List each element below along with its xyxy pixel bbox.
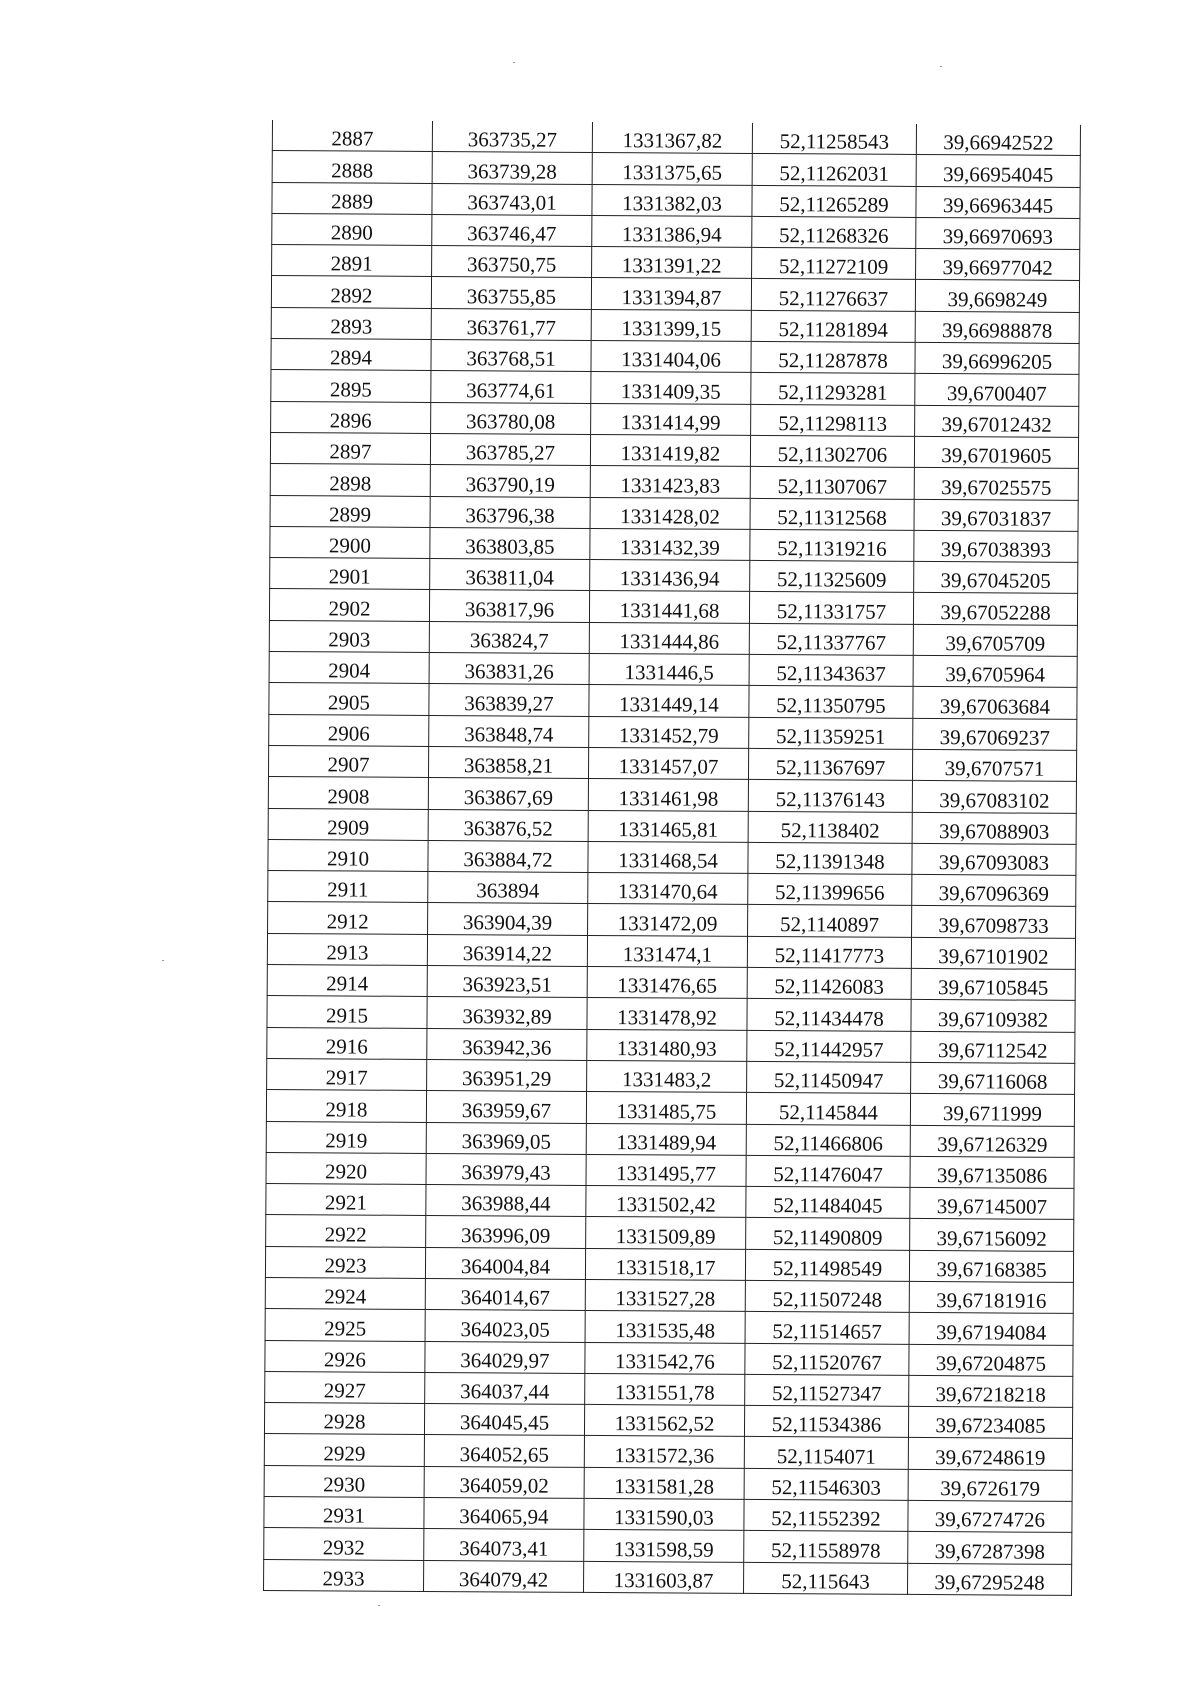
x-coordinate-cell: 363858,21 bbox=[428, 746, 588, 778]
longitude-cell: 39,67194084 bbox=[909, 1313, 1073, 1345]
y-coordinate-cell: 1331562,52 bbox=[584, 1405, 744, 1437]
latitude-cell: 52,11343637 bbox=[749, 654, 913, 686]
longitude-cell: 39,66988878 bbox=[915, 311, 1079, 343]
latitude-cell: 52,11399656 bbox=[748, 874, 912, 906]
x-coordinate-cell: 363904,39 bbox=[428, 903, 588, 935]
x-coordinate-cell: 364045,45 bbox=[424, 1404, 584, 1436]
table-row bbox=[265, 1340, 1073, 1376]
point-number-cell: 2896 bbox=[271, 401, 431, 433]
table-row bbox=[268, 808, 1076, 844]
latitude-cell: 52,11527347 bbox=[745, 1374, 909, 1406]
point-number-cell: 2923 bbox=[265, 1246, 425, 1278]
longitude-cell: 39,67204875 bbox=[909, 1344, 1073, 1376]
y-coordinate-cell: 1331457,07 bbox=[588, 747, 748, 779]
y-coordinate-cell: 1331542,76 bbox=[585, 1342, 745, 1374]
longitude-cell: 39,67287398 bbox=[908, 1532, 1072, 1564]
point-number-cell: 2916 bbox=[267, 1027, 427, 1059]
point-number-cell: 2894 bbox=[271, 339, 431, 371]
latitude-cell: 52,11490809 bbox=[746, 1218, 910, 1250]
table-row bbox=[265, 1371, 1073, 1407]
latitude-cell: 52,11484045 bbox=[746, 1187, 910, 1219]
latitude-cell: 52,11319216 bbox=[750, 529, 914, 561]
table-row bbox=[268, 777, 1076, 813]
point-number-cell: 2913 bbox=[267, 933, 427, 965]
point-number-cell: 2929 bbox=[264, 1434, 424, 1466]
point-number-cell: 2889 bbox=[272, 182, 432, 214]
longitude-cell: 39,66970693 bbox=[916, 217, 1080, 249]
table-row bbox=[271, 276, 1079, 312]
latitude-cell: 52,11552392 bbox=[744, 1499, 908, 1531]
y-coordinate-cell: 1331485,75 bbox=[586, 1092, 746, 1124]
table-row bbox=[272, 245, 1080, 281]
y-coordinate-cell: 1331465,81 bbox=[588, 810, 748, 842]
longitude-cell: 39,67274726 bbox=[908, 1500, 1072, 1532]
point-number-cell: 2910 bbox=[268, 839, 428, 871]
latitude-cell: 52,11376143 bbox=[748, 780, 912, 812]
point-number-cell: 2908 bbox=[268, 777, 428, 809]
point-number-cell: 2895 bbox=[271, 370, 431, 402]
longitude-cell: 39,66942522 bbox=[916, 124, 1080, 156]
y-coordinate-cell: 1331404,06 bbox=[591, 341, 751, 373]
x-coordinate-cell: 363979,43 bbox=[426, 1153, 586, 1185]
point-number-cell: 2915 bbox=[267, 996, 427, 1028]
longitude-cell: 39,6705964 bbox=[913, 655, 1077, 687]
x-coordinate-cell: 363768,51 bbox=[431, 340, 591, 372]
point-number-cell: 2903 bbox=[269, 620, 429, 652]
latitude-cell: 52,11520767 bbox=[745, 1343, 909, 1375]
x-coordinate-cell: 363914,22 bbox=[427, 934, 587, 966]
point-number-cell: 2906 bbox=[269, 714, 429, 746]
table-row bbox=[267, 933, 1075, 969]
latitude-cell: 52,11268326 bbox=[752, 216, 916, 248]
table-row bbox=[268, 839, 1076, 875]
table-row bbox=[271, 401, 1079, 437]
table-row bbox=[265, 1277, 1073, 1313]
latitude-cell: 52,11546303 bbox=[744, 1468, 908, 1500]
x-coordinate-cell: 363942,36 bbox=[427, 1028, 587, 1060]
y-coordinate-cell: 1331590,03 bbox=[584, 1498, 744, 1530]
x-coordinate-cell: 364004,84 bbox=[425, 1247, 585, 1279]
point-number-cell: 2893 bbox=[271, 307, 431, 339]
point-number-cell: 2890 bbox=[272, 213, 432, 245]
x-coordinate-cell: 363932,89 bbox=[427, 997, 587, 1029]
point-number-cell: 2901 bbox=[270, 558, 430, 590]
point-number-cell: 2924 bbox=[265, 1277, 425, 1309]
point-number-cell: 2925 bbox=[265, 1309, 425, 1341]
x-coordinate-cell: 364079,42 bbox=[424, 1560, 584, 1592]
table-row bbox=[272, 151, 1080, 187]
table-row bbox=[272, 120, 1080, 156]
point-number-cell: 2917 bbox=[267, 1058, 427, 1090]
longitude-cell: 39,67031837 bbox=[914, 499, 1078, 531]
scan-speck bbox=[513, 62, 515, 63]
x-coordinate-cell: 364029,97 bbox=[425, 1341, 585, 1373]
x-coordinate-cell: 363780,08 bbox=[431, 402, 591, 434]
table-row bbox=[269, 589, 1077, 625]
y-coordinate-cell: 1331432,39 bbox=[590, 528, 750, 560]
y-coordinate-cell: 1331444,86 bbox=[589, 622, 749, 654]
y-coordinate-cell: 1331423,83 bbox=[590, 466, 750, 498]
table-row bbox=[269, 620, 1077, 656]
latitude-cell: 52,11262031 bbox=[752, 154, 916, 186]
table-row bbox=[267, 965, 1075, 1001]
latitude-cell: 52,11265289 bbox=[752, 185, 916, 217]
latitude-cell: 52,11337767 bbox=[749, 623, 913, 655]
scan-speck bbox=[940, 66, 942, 67]
y-coordinate-cell: 1331470,64 bbox=[588, 873, 748, 905]
latitude-cell: 52,11417773 bbox=[747, 936, 911, 968]
latitude-cell: 52,1145844 bbox=[746, 1093, 910, 1125]
table-row bbox=[266, 1090, 1074, 1126]
x-coordinate-cell: 363831,26 bbox=[429, 653, 589, 685]
longitude-cell: 39,67083102 bbox=[912, 781, 1076, 813]
latitude-cell: 52,11350795 bbox=[749, 686, 913, 718]
y-coordinate-cell: 1331509,89 bbox=[586, 1217, 746, 1249]
x-coordinate-cell: 363817,96 bbox=[429, 590, 589, 622]
latitude-cell: 52,11287878 bbox=[751, 342, 915, 374]
latitude-cell: 52,11302706 bbox=[750, 435, 914, 467]
longitude-cell: 39,66954045 bbox=[916, 155, 1080, 187]
point-number-cell: 2912 bbox=[268, 902, 428, 934]
point-number-cell: 2918 bbox=[266, 1090, 426, 1122]
y-coordinate-cell: 1331535,48 bbox=[585, 1311, 745, 1343]
point-number-cell: 2922 bbox=[266, 1215, 426, 1247]
latitude-cell: 52,11281894 bbox=[751, 310, 915, 342]
point-number-cell: 2933 bbox=[264, 1559, 424, 1591]
latitude-cell: 52,11325609 bbox=[750, 561, 914, 593]
table-row bbox=[271, 370, 1079, 406]
x-coordinate-cell: 363988,44 bbox=[426, 1185, 586, 1217]
table-row bbox=[266, 1121, 1074, 1157]
y-coordinate-cell: 1331367,82 bbox=[592, 122, 752, 154]
table-row bbox=[267, 996, 1075, 1032]
table-row bbox=[269, 683, 1077, 719]
x-coordinate-cell: 363969,05 bbox=[426, 1122, 586, 1154]
longitude-cell: 39,67218218 bbox=[909, 1375, 1073, 1407]
x-coordinate-cell: 363746,47 bbox=[432, 214, 592, 246]
table-row bbox=[269, 714, 1077, 750]
latitude-cell: 52,11476047 bbox=[746, 1155, 910, 1187]
table-row bbox=[270, 526, 1078, 562]
x-coordinate-cell: 364059,02 bbox=[424, 1466, 584, 1498]
latitude-cell: 52,11450947 bbox=[747, 1061, 911, 1093]
latitude-cell: 52,11312568 bbox=[750, 498, 914, 530]
y-coordinate-cell: 1331391,22 bbox=[592, 247, 752, 279]
point-number-cell: 2887 bbox=[272, 120, 432, 152]
y-coordinate-cell: 1331375,65 bbox=[592, 153, 752, 185]
longitude-cell: 39,67168385 bbox=[909, 1250, 1073, 1282]
latitude-cell: 52,11558978 bbox=[744, 1531, 908, 1563]
table-row bbox=[270, 495, 1078, 531]
latitude-cell: 52,11507248 bbox=[745, 1280, 909, 1312]
longitude-cell: 39,67116068 bbox=[911, 1062, 1075, 1094]
x-coordinate-cell: 363876,52 bbox=[428, 809, 588, 841]
table-row bbox=[271, 307, 1079, 343]
x-coordinate-cell: 363750,75 bbox=[432, 246, 592, 278]
longitude-cell: 39,67093083 bbox=[912, 843, 1076, 875]
point-number-cell: 2899 bbox=[270, 495, 430, 527]
point-number-cell: 2930 bbox=[264, 1465, 424, 1497]
longitude-cell: 39,67069237 bbox=[913, 718, 1077, 750]
y-coordinate-cell: 1331452,79 bbox=[589, 716, 749, 748]
x-coordinate-cell: 363923,51 bbox=[427, 965, 587, 997]
table-row bbox=[269, 652, 1077, 688]
y-coordinate-cell: 1331382,03 bbox=[592, 184, 752, 216]
table-row bbox=[264, 1528, 1072, 1564]
y-coordinate-cell: 1331527,28 bbox=[585, 1279, 745, 1311]
table-row bbox=[268, 902, 1076, 938]
table-row bbox=[270, 558, 1078, 594]
y-coordinate-cell: 1331386,94 bbox=[592, 215, 752, 247]
x-coordinate-cell: 363867,69 bbox=[428, 778, 588, 810]
y-coordinate-cell: 1331446,5 bbox=[589, 653, 749, 685]
latitude-cell: 52,11258543 bbox=[752, 123, 916, 155]
point-number-cell: 2891 bbox=[272, 245, 432, 277]
latitude-cell: 52,1140897 bbox=[748, 905, 912, 937]
latitude-cell: 52,115643 bbox=[744, 1562, 908, 1594]
y-coordinate-cell: 1331461,98 bbox=[588, 779, 748, 811]
longitude-cell: 39,66963445 bbox=[916, 186, 1080, 218]
longitude-cell: 39,67135086 bbox=[910, 1156, 1074, 1188]
y-coordinate-cell: 1331428,02 bbox=[590, 497, 750, 529]
point-number-cell: 2926 bbox=[265, 1340, 425, 1372]
table-row bbox=[272, 213, 1080, 249]
longitude-cell: 39,67248619 bbox=[908, 1438, 1072, 1470]
point-number-cell: 2932 bbox=[264, 1528, 424, 1560]
point-number-cell: 2914 bbox=[267, 965, 427, 997]
y-coordinate-cell: 1331603,87 bbox=[584, 1561, 744, 1593]
y-coordinate-cell: 1331414,99 bbox=[591, 403, 751, 435]
x-coordinate-cell: 364065,94 bbox=[424, 1498, 584, 1530]
point-number-cell: 2919 bbox=[266, 1121, 426, 1153]
latitude-cell: 52,11272109 bbox=[752, 248, 916, 280]
longitude-cell: 39,67105845 bbox=[911, 968, 1075, 1000]
x-coordinate-cell: 363761,77 bbox=[431, 308, 591, 340]
point-number-cell: 2907 bbox=[268, 745, 428, 777]
longitude-cell: 39,66996205 bbox=[915, 343, 1079, 375]
x-coordinate-cell: 363735,27 bbox=[432, 121, 592, 153]
table-row bbox=[272, 182, 1080, 218]
point-number-cell: 2888 bbox=[272, 151, 432, 183]
longitude-cell: 39,67052288 bbox=[913, 593, 1077, 625]
latitude-cell: 52,11426083 bbox=[747, 967, 911, 999]
y-coordinate-cell: 1331409,35 bbox=[591, 372, 751, 404]
longitude-cell: 39,6698249 bbox=[915, 280, 1079, 312]
y-coordinate-cell: 1331489,94 bbox=[586, 1123, 746, 1155]
latitude-cell: 52,1138402 bbox=[748, 811, 912, 843]
x-coordinate-cell: 363743,01 bbox=[432, 183, 592, 215]
table-row bbox=[266, 1184, 1074, 1220]
longitude-cell: 39,6700407 bbox=[915, 374, 1079, 406]
y-coordinate-cell: 1331483,2 bbox=[587, 1060, 747, 1092]
latitude-cell: 52,11293281 bbox=[751, 373, 915, 405]
latitude-cell: 52,11307067 bbox=[750, 467, 914, 499]
x-coordinate-cell: 363755,85 bbox=[431, 277, 591, 309]
x-coordinate-cell: 363803,85 bbox=[430, 527, 590, 559]
longitude-cell: 39,67126329 bbox=[910, 1125, 1074, 1157]
point-number-cell: 2905 bbox=[269, 683, 429, 715]
y-coordinate-cell: 1331441,68 bbox=[589, 591, 749, 623]
y-coordinate-cell: 1331399,15 bbox=[591, 309, 751, 341]
x-coordinate-cell: 363774,61 bbox=[431, 371, 591, 403]
y-coordinate-cell: 1331394,87 bbox=[591, 278, 751, 310]
longitude-cell: 39,67156092 bbox=[910, 1219, 1074, 1251]
longitude-cell: 39,67234085 bbox=[908, 1407, 1072, 1439]
y-coordinate-cell: 1331472,09 bbox=[588, 904, 748, 936]
longitude-cell: 39,67063684 bbox=[913, 687, 1077, 719]
y-coordinate-cell: 1331581,28 bbox=[584, 1467, 744, 1499]
x-coordinate-cell: 363811,04 bbox=[430, 559, 590, 591]
latitude-cell: 52,11514657 bbox=[745, 1312, 909, 1344]
table-row bbox=[267, 1027, 1075, 1063]
y-coordinate-cell: 1331478,92 bbox=[587, 998, 747, 1030]
point-number-cell: 2898 bbox=[270, 464, 430, 496]
x-coordinate-cell: 363951,29 bbox=[427, 1059, 587, 1091]
latitude-cell: 52,11391348 bbox=[748, 842, 912, 874]
longitude-cell: 39,67019605 bbox=[914, 436, 1078, 468]
table-row bbox=[264, 1403, 1072, 1439]
latitude-cell: 52,11359251 bbox=[749, 717, 913, 749]
scan-speck bbox=[162, 960, 164, 961]
longitude-cell: 39,67145007 bbox=[910, 1188, 1074, 1220]
x-coordinate-cell: 364023,05 bbox=[425, 1310, 585, 1342]
y-coordinate-cell: 1331572,36 bbox=[584, 1436, 744, 1468]
y-coordinate-cell: 1331468,54 bbox=[588, 841, 748, 873]
point-number-cell: 2904 bbox=[269, 652, 429, 684]
y-coordinate-cell: 1331449,14 bbox=[589, 685, 749, 717]
longitude-cell: 39,67101902 bbox=[911, 937, 1075, 969]
longitude-cell: 39,67038393 bbox=[914, 530, 1078, 562]
longitude-cell: 39,67181916 bbox=[909, 1281, 1073, 1313]
scan-speck bbox=[378, 1605, 380, 1606]
table-row bbox=[264, 1465, 1072, 1501]
latitude-cell: 52,1154071 bbox=[744, 1437, 908, 1469]
latitude-cell: 52,11331757 bbox=[749, 592, 913, 624]
x-coordinate-cell: 363796,38 bbox=[430, 496, 590, 528]
point-number-cell: 2921 bbox=[266, 1184, 426, 1216]
latitude-cell: 52,11298113 bbox=[751, 404, 915, 436]
longitude-cell: 39,67098733 bbox=[912, 906, 1076, 938]
y-coordinate-cell: 1331495,77 bbox=[586, 1154, 746, 1186]
table-row bbox=[264, 1559, 1072, 1595]
point-number-cell: 2902 bbox=[269, 589, 429, 621]
longitude-cell: 39,67012432 bbox=[915, 405, 1079, 437]
longitude-cell: 39,6707571 bbox=[912, 749, 1076, 781]
table-row bbox=[265, 1246, 1073, 1282]
x-coordinate-cell: 363894 bbox=[428, 872, 588, 904]
y-coordinate-cell: 1331436,94 bbox=[590, 560, 750, 592]
point-number-cell: 2920 bbox=[266, 1152, 426, 1184]
table-row bbox=[271, 339, 1079, 375]
point-number-cell: 2900 bbox=[270, 526, 430, 558]
latitude-cell: 52,11534386 bbox=[744, 1406, 908, 1438]
y-coordinate-cell: 1331551,78 bbox=[585, 1373, 745, 1405]
x-coordinate-cell: 363839,27 bbox=[429, 684, 589, 716]
x-coordinate-cell: 364037,44 bbox=[425, 1372, 585, 1404]
point-number-cell: 2928 bbox=[264, 1403, 424, 1435]
longitude-cell: 39,6711999 bbox=[910, 1094, 1074, 1126]
latitude-cell: 52,11434478 bbox=[747, 999, 911, 1031]
y-coordinate-cell: 1331419,82 bbox=[590, 434, 750, 466]
point-number-cell: 2911 bbox=[268, 871, 428, 903]
longitude-cell: 39,67088903 bbox=[912, 812, 1076, 844]
point-number-cell: 2927 bbox=[265, 1371, 425, 1403]
table-row bbox=[268, 745, 1076, 781]
point-number-cell: 2909 bbox=[268, 808, 428, 840]
y-coordinate-cell: 1331502,42 bbox=[586, 1186, 746, 1218]
x-coordinate-cell: 364014,67 bbox=[425, 1278, 585, 1310]
longitude-cell: 39,67096369 bbox=[912, 875, 1076, 907]
point-number-cell: 2892 bbox=[271, 276, 431, 308]
longitude-cell: 39,67112542 bbox=[911, 1031, 1075, 1063]
latitude-cell: 52,11367697 bbox=[748, 748, 912, 780]
x-coordinate-cell: 363884,72 bbox=[428, 840, 588, 872]
coordinates-table-body bbox=[264, 120, 1081, 1595]
table-row bbox=[264, 1434, 1072, 1470]
longitude-cell: 39,6705709 bbox=[913, 624, 1077, 656]
table-row bbox=[268, 871, 1076, 907]
point-number-cell: 2931 bbox=[264, 1497, 424, 1529]
x-coordinate-cell: 363785,27 bbox=[430, 433, 590, 465]
longitude-cell: 39,67045205 bbox=[914, 562, 1078, 594]
latitude-cell: 52,11276637 bbox=[751, 279, 915, 311]
x-coordinate-cell: 364052,65 bbox=[424, 1435, 584, 1467]
table-row bbox=[266, 1215, 1074, 1251]
latitude-cell: 52,11498549 bbox=[745, 1249, 909, 1281]
y-coordinate-cell: 1331480,93 bbox=[587, 1029, 747, 1061]
x-coordinate-cell: 363996,09 bbox=[426, 1216, 586, 1248]
x-coordinate-cell: 363739,28 bbox=[432, 152, 592, 184]
y-coordinate-cell: 1331518,17 bbox=[585, 1248, 745, 1280]
latitude-cell: 52,11466806 bbox=[746, 1124, 910, 1156]
point-number-cell: 2897 bbox=[270, 432, 430, 464]
x-coordinate-cell: 363959,67 bbox=[426, 1091, 586, 1123]
table-row bbox=[265, 1309, 1073, 1345]
y-coordinate-cell: 1331474,1 bbox=[587, 935, 747, 967]
y-coordinate-cell: 1331598,59 bbox=[584, 1530, 744, 1562]
table-row bbox=[266, 1152, 1074, 1188]
coordinates-table bbox=[263, 120, 1081, 1596]
longitude-cell: 39,67109382 bbox=[911, 1000, 1075, 1032]
x-coordinate-cell: 364073,41 bbox=[424, 1529, 584, 1561]
longitude-cell: 39,6726179 bbox=[908, 1469, 1072, 1501]
latitude-cell: 52,11442957 bbox=[747, 1030, 911, 1062]
table-row bbox=[270, 432, 1078, 468]
longitude-cell: 39,67025575 bbox=[914, 468, 1078, 500]
longitude-cell: 39,67295248 bbox=[908, 1563, 1072, 1595]
x-coordinate-cell: 363790,19 bbox=[430, 465, 590, 497]
table-row bbox=[264, 1497, 1072, 1533]
y-coordinate-cell: 1331476,65 bbox=[587, 966, 747, 998]
x-coordinate-cell: 363848,74 bbox=[429, 715, 589, 747]
table-row bbox=[267, 1058, 1075, 1094]
longitude-cell: 39,66977042 bbox=[916, 249, 1080, 281]
x-coordinate-cell: 363824,7 bbox=[429, 621, 589, 653]
table-row bbox=[270, 464, 1078, 500]
